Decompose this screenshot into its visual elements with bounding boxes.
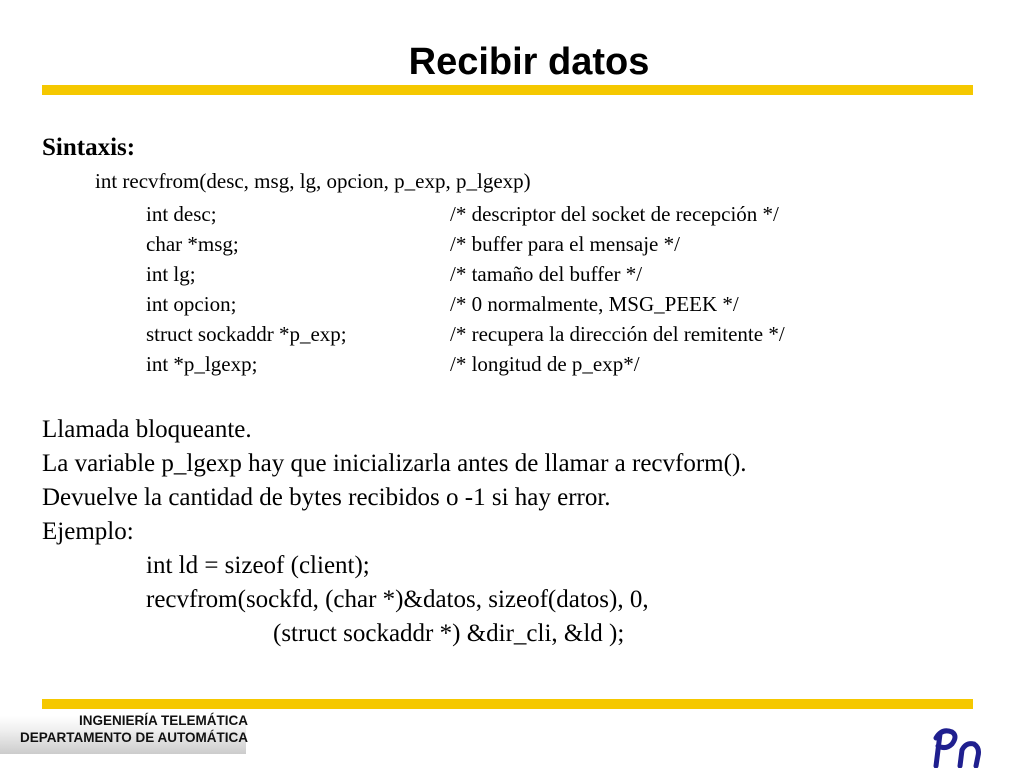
parameter-comment: /* 0 normalmente, MSG_PEEK */ xyxy=(450,292,739,316)
top-divider xyxy=(42,85,973,95)
parameter-row xyxy=(146,260,906,290)
parameter-comment: /* tamaño del buffer */ xyxy=(450,262,643,286)
parameter-comment: /* longitud de p_exp*/ xyxy=(450,352,640,376)
parameter-comment: /* buffer para el mensaje */ xyxy=(450,232,680,256)
function-signature: int recvfrom(desc, msg, lg, opcion, p_exp, p_lgexp) xyxy=(95,169,531,193)
syntax-heading: Sintaxis: xyxy=(42,134,136,161)
code-example-line: (struct sockaddr *) &dir_cli, &ld ); xyxy=(273,620,625,647)
body-text-line: Devuelve la cantidad de bytes recibidos o -1 si hay error. xyxy=(42,484,611,511)
body-text-line: Llamada bloqueante. xyxy=(42,416,252,443)
parameter-row xyxy=(146,230,906,260)
parameter-row xyxy=(146,350,906,380)
bottom-divider xyxy=(42,699,973,709)
parameter-declaration: int desc; xyxy=(146,202,217,226)
code-example-line: recvfrom(sockfd, (char *)&datos, sizeof(datos), 0, xyxy=(146,586,649,613)
footer-line-department: DEPARTAMENTO DE AUTOMÁTICA xyxy=(20,730,248,745)
parameter-comment: /* descriptor del socket de recepción */ xyxy=(450,202,779,226)
code-example-line: int ld = sizeof (client); xyxy=(146,552,370,579)
parameter-declaration: int opcion; xyxy=(146,292,237,316)
footer-line-engineering: INGENIERÍA TELEMÁTICA xyxy=(78,713,248,728)
department-label xyxy=(0,712,262,746)
parameter-declaration: int *p_lgexp; xyxy=(146,352,258,376)
body-text-line: La variable p_lgexp hay que inicializarla antes de llamar a recvform(). xyxy=(42,450,747,477)
department-logo-icon xyxy=(930,724,984,768)
parameter-declaration: int lg; xyxy=(146,262,196,286)
parameter-row xyxy=(146,200,906,230)
parameter-declaration: struct sockaddr *p_exp; xyxy=(146,322,347,346)
parameter-row xyxy=(146,290,906,320)
parameter-declaration: char *msg; xyxy=(146,232,239,256)
parameter-comment: /* recupera la dirección del remitente */ xyxy=(450,322,785,346)
example-heading: Ejemplo: xyxy=(42,518,134,545)
parameter-row xyxy=(146,320,906,350)
slide-title: Recibir datos xyxy=(408,41,650,83)
